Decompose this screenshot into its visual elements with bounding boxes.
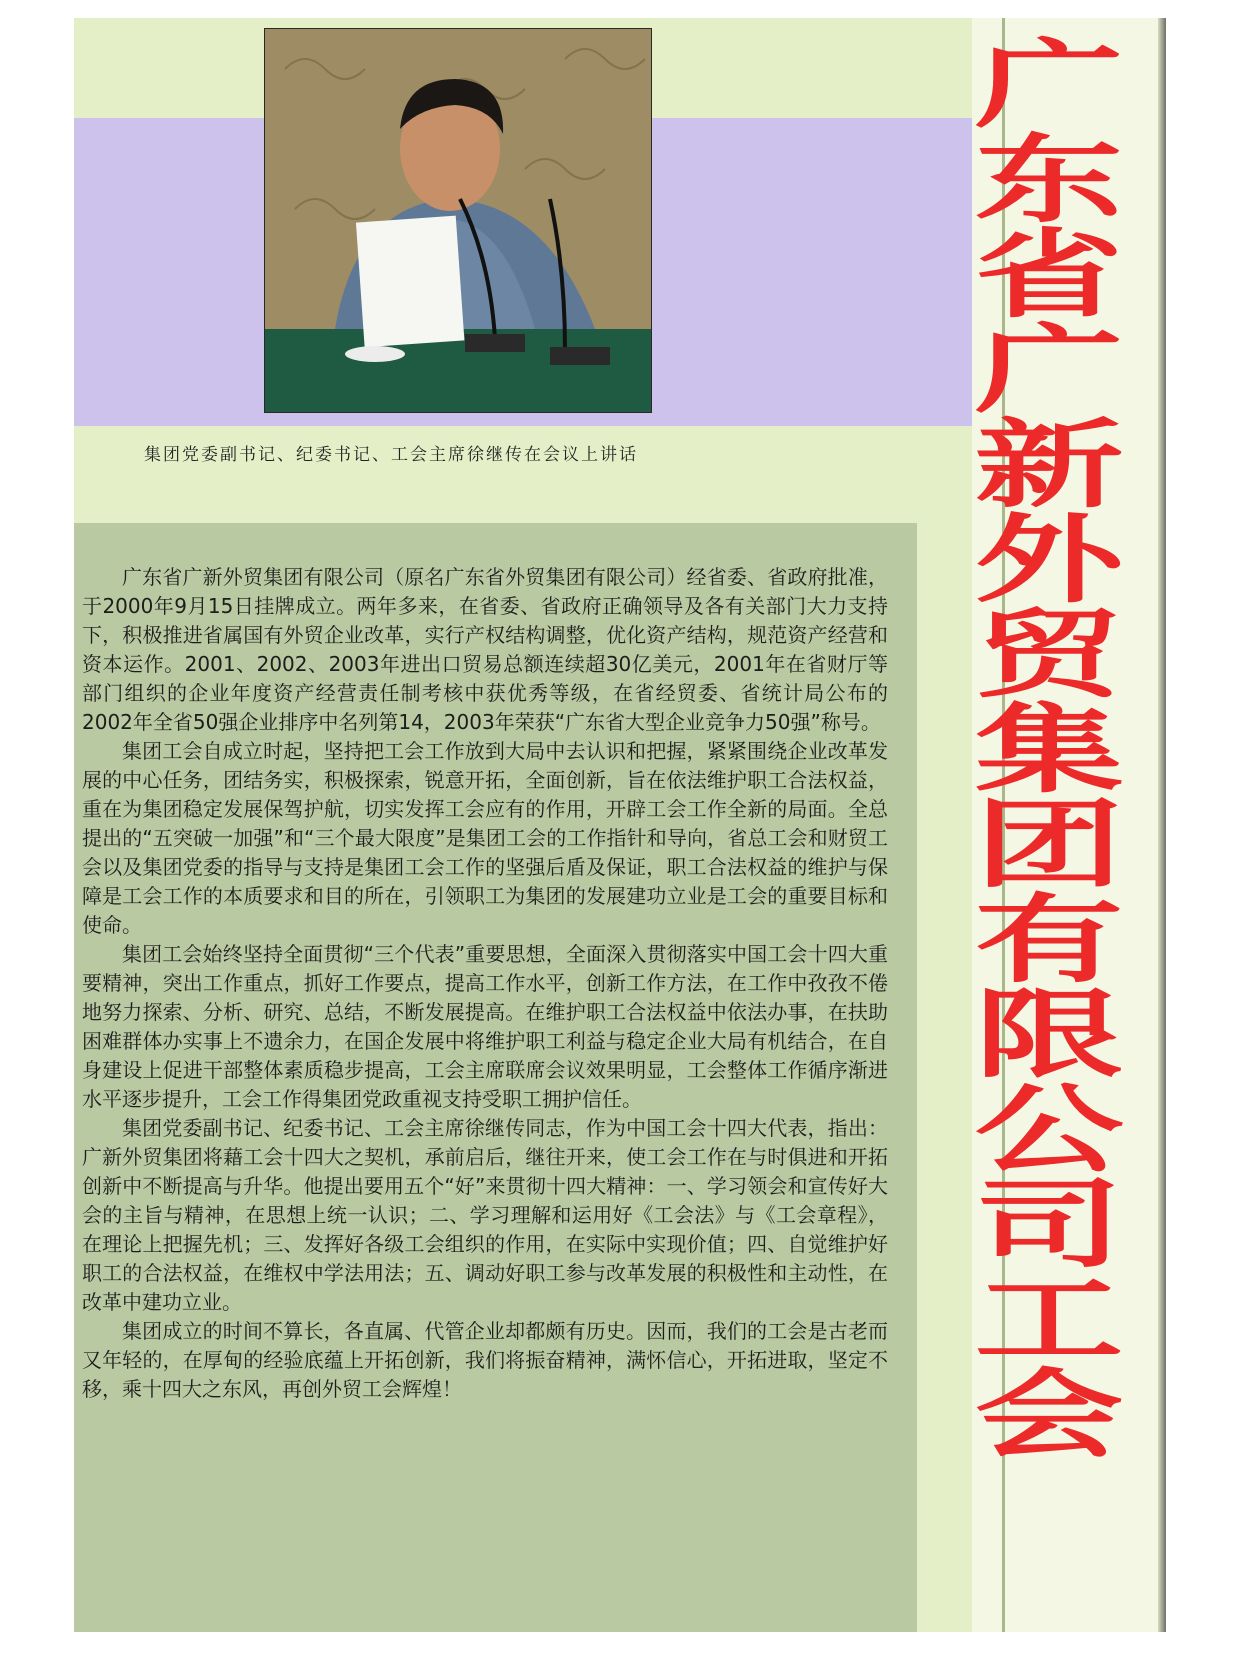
vertical-title — [929, 29, 1166, 1471]
title-char: 工 — [974, 1264, 1124, 1376]
title-char: 集 — [974, 694, 1124, 806]
title-char: 广 — [974, 29, 1124, 141]
speaker-photo-illustration — [265, 29, 651, 412]
title-char: 新 — [974, 409, 1124, 521]
article-body — [82, 563, 888, 1404]
article-box — [74, 523, 917, 1632]
title-char: 司 — [974, 1169, 1124, 1281]
paragraph: 广东省广新外贸集团有限公司（原名广东省外贸集团有限公司）经省委、省政府批准，于2000年9月15日挂牌成立。两年多来，在省委、省政府正确领导及各有关部门大力支持下，积极推进省属国有外贸企业改革，实行产权结构调整，优化资产结构，规范资产经营和资本运作。2001、2002、2003年进出口贸易总额连续超30亿美元，2001年在省财厅等部门组织的企业年度资产经营责任制考核中获优秀等级，在省经贸委、省统计局公布的2002年全省50强企业排序中名列第14，2003年荣获“广东省大型企业竞争力50强”称号。 — [82, 565, 888, 734]
title-char: 公 — [974, 1074, 1124, 1186]
paragraph: 集团工会始终坚持全面贯彻“三个代表”重要思想，全面深入贯彻落实中国工会十四大重要精神，突出工作重点，抓好工作要点，提高工作水平，创新工作方法，在工作中孜孜不倦地努力探索、分析、研究、总结，不断发展提高。在维护职工合法权益中依法办事，在扶助困难群体办实事上不遗余力，在国企发展中将维护职工利益与稳定企业大局有机结合，在自身建设上促进干部整体素质稳步提高，工会主席联席会议效果明显，工会整体工作循序渐进水平逐步提升，工会工作得集团党政重视支持受职工拥护信任。 — [82, 942, 888, 1111]
title-char: 团 — [974, 789, 1124, 901]
title-char: 会 — [974, 1359, 1124, 1471]
title-char: 贸 — [974, 599, 1124, 711]
magazine-page — [74, 18, 1166, 1632]
title-char: 省 — [974, 219, 1124, 331]
title-char: 有 — [974, 884, 1124, 996]
photo-caption: 集团党委副书记、纪委书记、工会主席徐继传在会议上讲话 — [144, 445, 638, 465]
binding-edge — [1158, 18, 1166, 1632]
title-char: 东 — [974, 124, 1124, 236]
paragraph: 集团成立的时间不算长，各直属、代管企业却都颇有历史。因而，我们的工会是古老而又年轻的，在厚甸的经验底蕴上开拓创新，我们将振奋精神，满怀信心，开拓进取，坚定不移，乘十四大之东风，再创外贸工会辉煌！ — [82, 1319, 888, 1401]
title-char: 广 — [974, 314, 1124, 426]
title-char: 外 — [974, 504, 1124, 616]
paragraph: 集团党委副书记、纪委书记、工会主席徐继传同志，作为中国工会十四大代表，指出：广新外贸集团将藉工会十四大之契机，承前启后，继往开来，使工会工作在与时俱进和开拓创新中不断提高与升华。他提出要用五个“好”来贯彻十四大精神：一、学习领会和宣传好大会的主旨与精神，在思想上统一认识；二、学习理解和运用好《工会法》与《工会章程》，在理论上把握先机；三、发挥好各级工会组织的作用，在实际中实现价值；四、自觉维护好职工的合法权益，在维权中学法用法；五、调动好职工参与改革发展的积极性和主动性，在改革中建功立业。 — [82, 1116, 888, 1314]
title-char: 限 — [974, 979, 1124, 1091]
paragraph: 集团工会自成立时起，坚持把工会工作放到大局中去认识和把握，紧紧围绕企业改革发展的中心任务，团结务实，积极探索，锐意开拓，全面创新，旨在依法维护职工合法权益，重在为集团稳定发展保驾护航，切实发挥工会应有的作用，开辟工会工作全新的局面。全总提出的“五突破一加强”和“三个最大限度”是集团工会的工作指针和导向，省总工会和财贸工会以及集团党委的指导与支持是集团工会工作的坚强后盾及保证，职工合法权益的维护与保障是工会工作的本质要求和目的所在，引领职工为集团的发展建功立业是工会的重要目标和使命。 — [82, 739, 888, 937]
speaker-photo — [264, 28, 652, 413]
